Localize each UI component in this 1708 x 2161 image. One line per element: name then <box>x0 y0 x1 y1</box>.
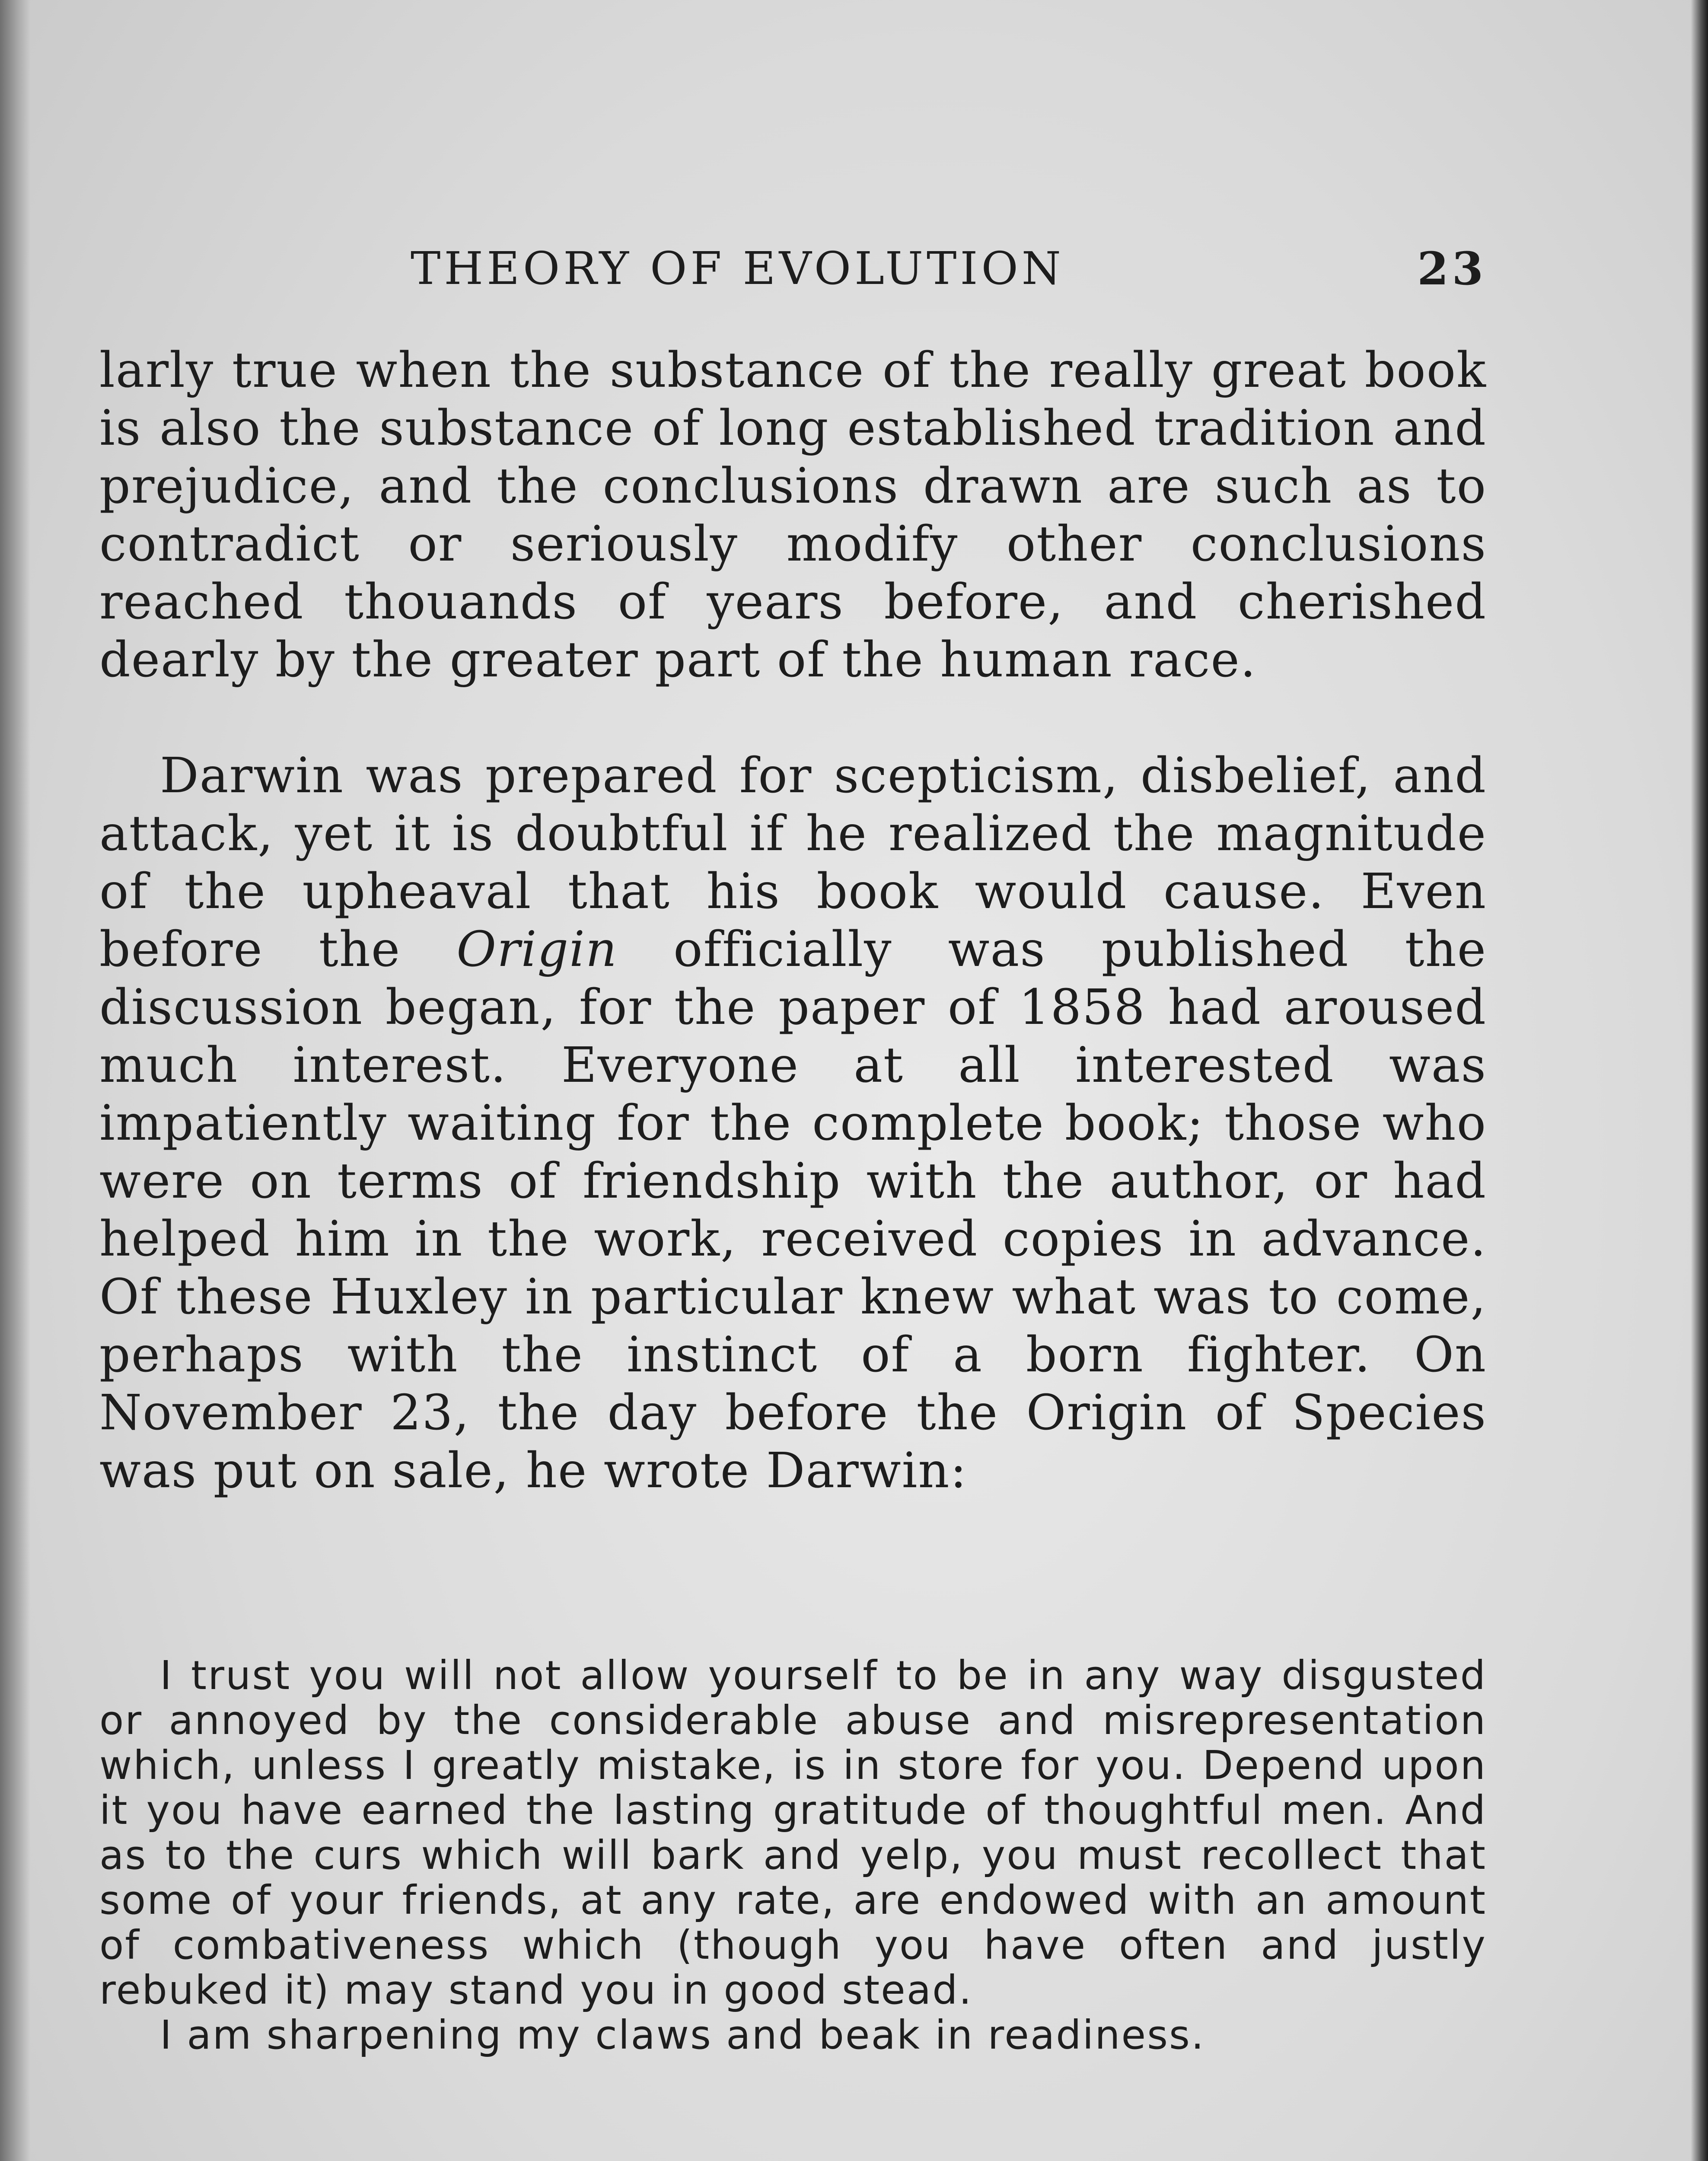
origin-italic: Origin <box>456 921 618 978</box>
paragraph-1 <box>99 341 1487 689</box>
paragraph-2 <box>99 747 1487 1500</box>
quote-paragraph-1: I trust you will not allow yourself to be in any way disgusted or annoyed by the considerable abuse and misrepresentation which, unless I greatly mistake, is in store for you. Depend upon it you have earned the lasting gratitude of thoughtful men. And as to the curs which will bark and yelp, you must recollect that some of your friends, at any rate, are endowed with an amount of combativeness which (though you have often and justly rebuked it) may stand you in good stead. <box>99 1652 1487 2013</box>
running-title: THEORY OF EVOLUTION <box>411 242 1064 295</box>
huxley-letter-quote <box>99 1653 1487 2058</box>
running-header <box>99 242 1487 307</box>
paragraph-2-text <box>99 747 1487 1500</box>
page-edge-shadow <box>1691 0 1708 2161</box>
paragraph-2-part-1: Darwin was prepared for scepticism, disbelief, and attack, yet it is doubtful if he realized the magnitude of the upheaval that his book would cause. Even before the <box>99 748 1487 978</box>
paragraph-2-part-2: officially was published the discussion began, for the paper of 1858 had aroused much interest. Everyone at all interested was impatiently waiting for the complete book; those who were on terms of friendship with the author, or had helped him in the work, received copies in advance. Of these Huxley in particular knew what was to come, perhaps with the instinct of a born fighter. On November 23, the day before the Origin of Species was put on sale, he wrote Darwin: <box>99 921 1487 1499</box>
page-number: 23 <box>1417 242 1487 295</box>
page-spine-shadow <box>0 0 30 2161</box>
quote-paragraph-2: I am sharpening my claws and beak in readiness. <box>160 2012 1205 2058</box>
paragraph-1-text: larly true when the substance of the really great book is also the substance of long established tradition and prejudice, and the conclusions drawn are such as to contradict or seriously modify other conclusions reached thouands of years before, and cherished dearly by the greater part of the human race. <box>99 342 1487 688</box>
